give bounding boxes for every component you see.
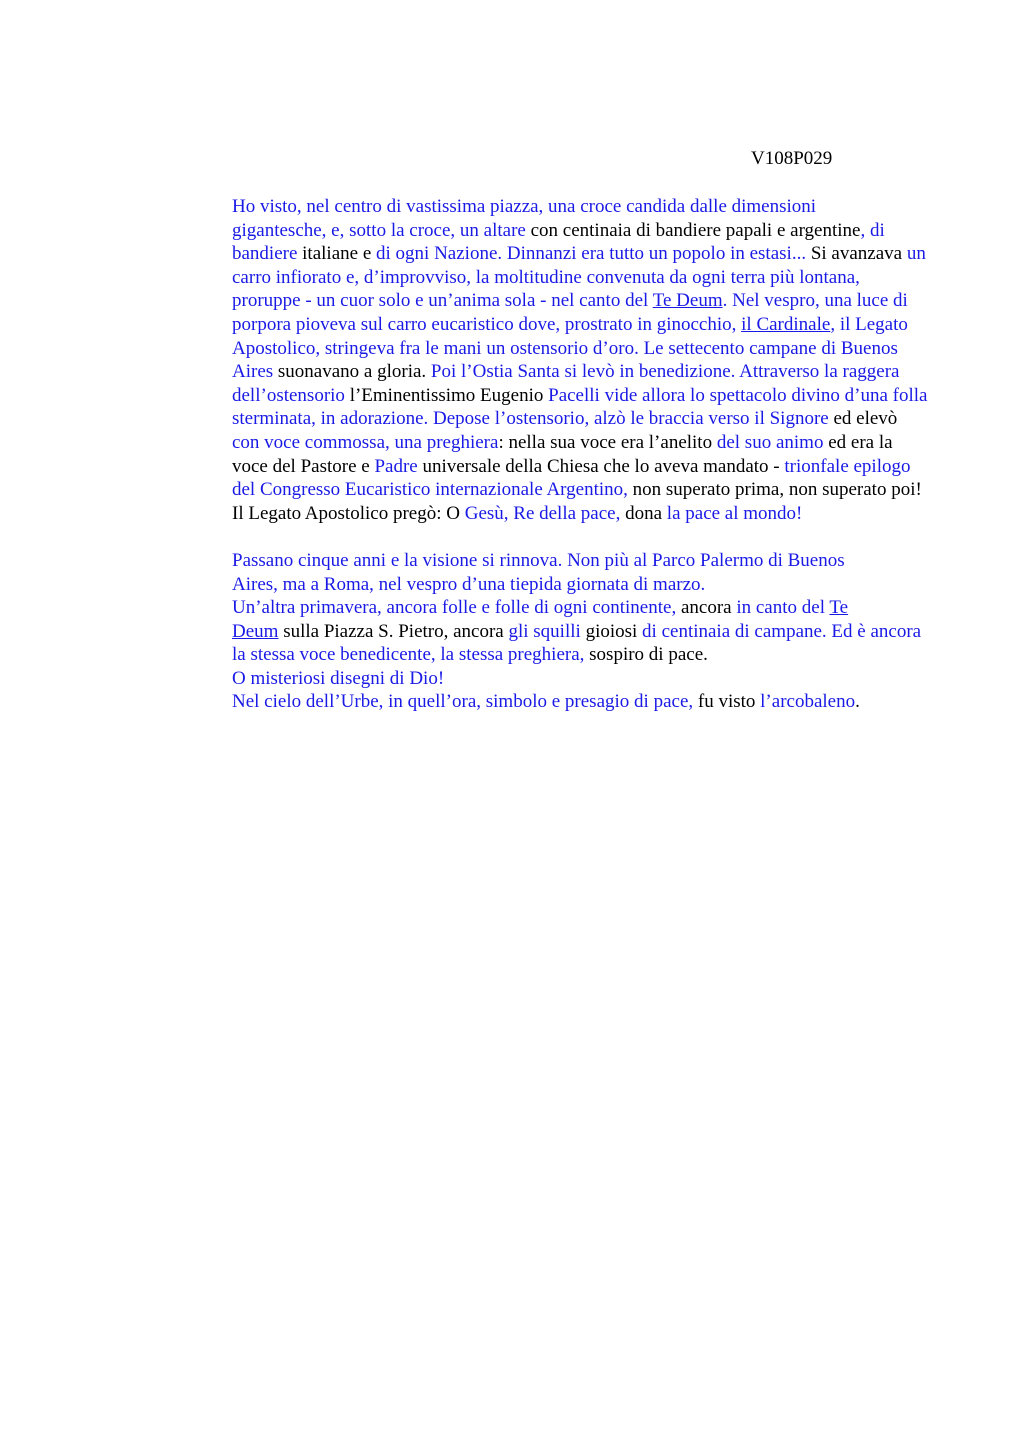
text-line bbox=[171, 573, 928, 597]
paragraph bbox=[171, 667, 928, 691]
text-segment: bandiere bbox=[232, 243, 303, 265]
text-segment: gioiosi bbox=[580, 620, 643, 642]
text-line bbox=[171, 266, 928, 290]
text-segment: di ogni Nazione. Dinnanzi era tutto un popolo in estasi... bbox=[376, 243, 807, 265]
text-line bbox=[171, 219, 928, 243]
paragraph bbox=[171, 690, 928, 714]
text-segment: dona bbox=[620, 502, 667, 524]
text-segment: la pace al mondo! bbox=[666, 502, 803, 524]
text-line bbox=[171, 242, 928, 266]
text-segment: Pacelli vide allora lo spettacolo divino d’una folla bbox=[548, 384, 928, 406]
text-segment: gli squilli bbox=[508, 620, 581, 642]
text-line bbox=[171, 431, 928, 455]
text-segment: voce del Pastore e bbox=[232, 455, 375, 477]
text-segment: proruppe - un cuor solo e un’anima sola - nel canto del bbox=[232, 290, 653, 312]
underlined-text: Te bbox=[829, 597, 849, 619]
text-line bbox=[171, 620, 928, 644]
text-line bbox=[171, 289, 928, 313]
text-segment: l’arcobaleno bbox=[760, 691, 856, 713]
text-line bbox=[171, 549, 928, 573]
text-segment: sulla Piazza S. Pietro, ancora bbox=[278, 620, 509, 642]
text-segment: in canto del bbox=[736, 597, 830, 619]
text-segment: Si avanzava bbox=[806, 243, 907, 265]
text-segment: gigantesche, e, sotto la croce, un altare bbox=[232, 219, 531, 241]
text-segment: Ho visto, nel centro di vastissima piazza, una croce candida dalle dimensioni bbox=[232, 196, 817, 217]
text-segment: Apostolico, stringeva fra le mani un ostensorio d’oro. Le settecento campane di Buenos bbox=[232, 337, 898, 359]
text-line bbox=[171, 360, 928, 384]
text-segment: , di bbox=[860, 219, 885, 241]
text-segment: universale della Chiesa che lo aveva mandato - bbox=[417, 455, 785, 477]
paragraph bbox=[171, 549, 928, 596]
underlined-text: Deum bbox=[232, 620, 279, 642]
text-segment: italiane e bbox=[302, 243, 377, 265]
text-line bbox=[171, 667, 928, 691]
text-line bbox=[171, 455, 928, 479]
text-segment: , il Legato bbox=[830, 313, 908, 335]
text-segment: Passano cinque anni e la visione si rinnova. Non più al Parco Palermo di Buenos bbox=[232, 549, 845, 571]
text-segment: trionfale epilogo bbox=[784, 455, 911, 477]
text-segment: Aires bbox=[232, 361, 278, 383]
text-segment: sterminata, in adorazione. Depose l’ostensorio, alzò le braccia verso il Signore bbox=[232, 408, 829, 430]
text-segment: Poi l’Ostia Santa si levò in benedizione. Attraverso la raggera bbox=[430, 361, 900, 383]
text-line bbox=[171, 384, 928, 408]
text-segment: ed era la bbox=[823, 431, 893, 453]
text-segment: la stessa voce benedicente, la stessa preghiera, bbox=[232, 644, 585, 666]
text-segment: del Congresso Eucaristico internazionale Argentino, bbox=[232, 479, 628, 501]
text-segment: ancora bbox=[676, 597, 737, 619]
text-segment: Il Legato Apostolico pregò: O bbox=[232, 502, 465, 524]
paragraph bbox=[171, 195, 928, 502]
document-code: V108P029 bbox=[751, 148, 833, 169]
text-segment: fu visto bbox=[693, 691, 761, 713]
underlined-text: il Cardinale bbox=[741, 313, 831, 335]
text-line bbox=[171, 690, 928, 714]
text-segment: suonavano a gloria. bbox=[277, 361, 431, 383]
text-segment: ed elevò bbox=[828, 408, 898, 430]
text-segment: Nel cielo dell’Urbe, in quell’ora, simbolo e presagio di pace, bbox=[232, 691, 694, 713]
text-segment: un bbox=[906, 243, 926, 265]
text-segment: carro infiorato e, d’improvviso, la moltitudine convenuta da ogni terra più lontana, bbox=[232, 266, 860, 288]
text-line bbox=[171, 596, 928, 620]
text-segment: Un’altra primavera, ancora folle e folle di ogni continente, bbox=[232, 597, 677, 619]
text-line bbox=[171, 643, 928, 667]
text-segment: con voce commossa, una preghiera bbox=[232, 431, 499, 453]
text-segment: di centinaia di campane. Ed è ancora bbox=[642, 620, 922, 642]
text-segment: porpora pioveva sul carro eucaristico dove, prostrato in ginocchio, bbox=[232, 313, 742, 335]
text-segment: Gesù, Re della pace, bbox=[464, 502, 621, 524]
underlined-text: Te Deum bbox=[652, 290, 723, 312]
text-line bbox=[171, 502, 928, 526]
paragraph bbox=[171, 596, 928, 667]
text-line bbox=[171, 337, 928, 361]
text-segment: l’Eminentissimo Eugenio bbox=[349, 384, 549, 406]
text-segment: Aires, ma a Roma, nel vespro d’una tiepida giornata di marzo. bbox=[232, 573, 706, 595]
text-line bbox=[171, 195, 928, 219]
text-line bbox=[171, 407, 928, 431]
text-segment: O misteriosi disegni di Dio! bbox=[232, 667, 445, 689]
text-segment: del suo animo bbox=[716, 431, 824, 453]
text-segment: sospiro di pace. bbox=[584, 644, 708, 666]
text-segment: . Nel vespro, una luce di bbox=[722, 290, 908, 312]
text-segment: . bbox=[855, 691, 860, 713]
text-segment: con centinaia di bandiere papali e argentine bbox=[530, 219, 861, 241]
text-segment: Padre bbox=[374, 455, 418, 477]
text-line bbox=[171, 478, 928, 502]
paragraph bbox=[171, 502, 928, 526]
text-line bbox=[171, 313, 928, 337]
text-segment: : nella sua voce era l’anelito bbox=[498, 431, 717, 453]
text-segment: non superato prima, non superato poi! bbox=[627, 479, 922, 501]
paragraph-spacer bbox=[171, 525, 928, 549]
document-body bbox=[171, 195, 928, 714]
text-segment: dell’ostensorio bbox=[232, 384, 350, 406]
